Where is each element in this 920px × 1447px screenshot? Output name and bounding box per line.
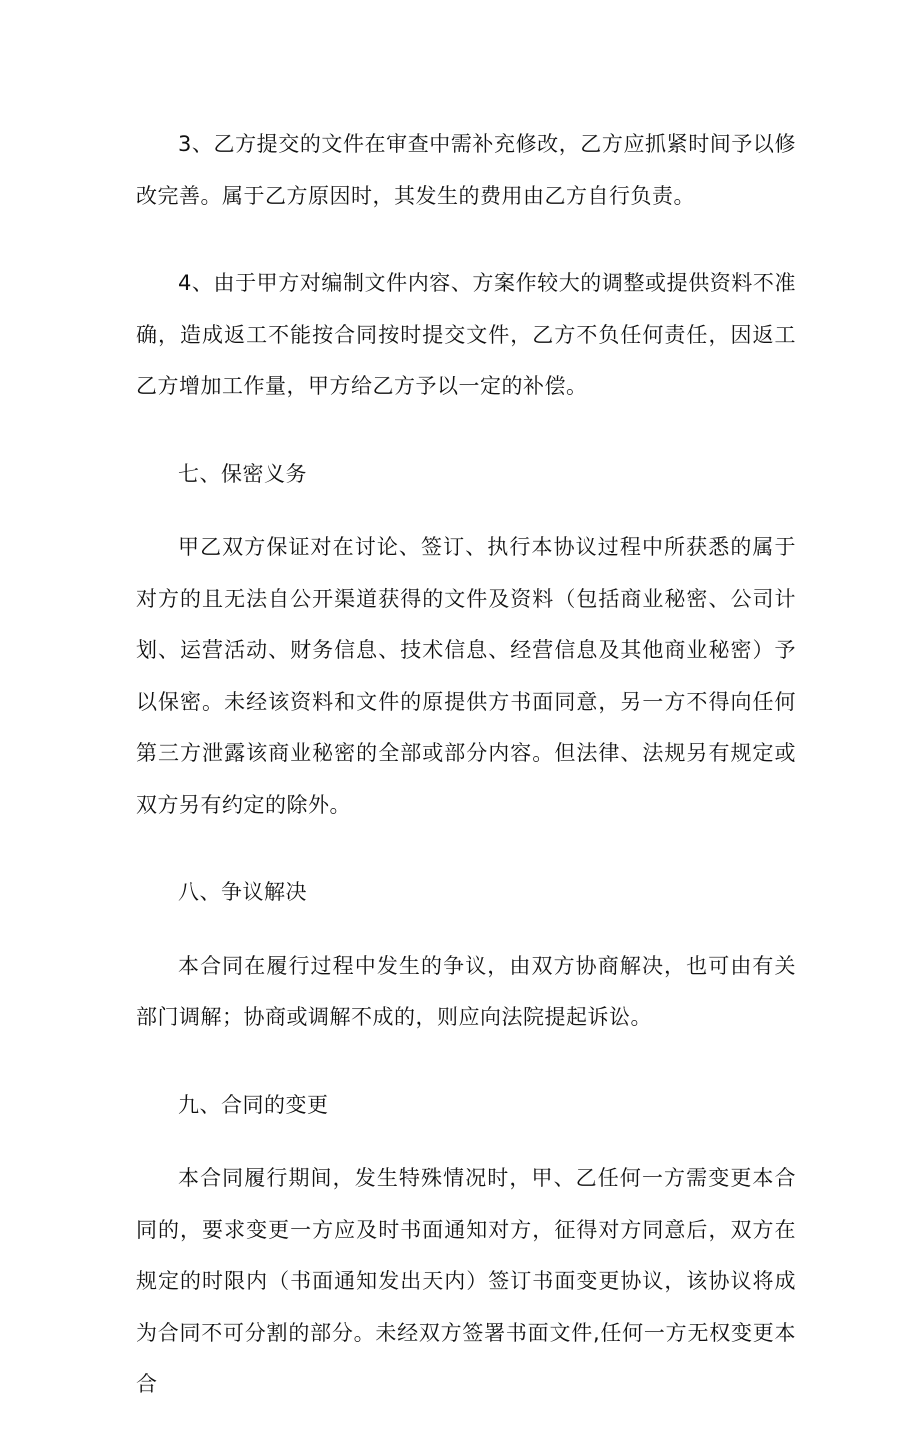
contract-change-paragraph: 本合同履行期间，发生特殊情况时，甲、乙任何一方需变更本合同的，要求变更一方应及时书面通知对方，征得对方同意后，双方在规定的时限内（书面通知发出天内）签订书面变更协议，该协议将成为合同不可分割的部分。未经双方签署书面文件,任何一方无权变更本合 xyxy=(136,1166,796,1396)
clause-4-paragraph: 4、由于甲方对编制文件内容、方案作较大的调整或提供资料不准确，造成返工不能按合同按时提交文件，乙方不负任何责任，因返工乙方增加工作量，甲方给乙方予以一定的补偿。 xyxy=(136,271,796,398)
section-heading-contract-change: 九、合同的变更 xyxy=(178,1092,329,1117)
section-heading-confidentiality: 七、保密义务 xyxy=(178,461,307,486)
document-body xyxy=(136,119,796,1447)
confidentiality-paragraph: 甲乙双方保证对在讨论、签订、执行本协议过程中所获悉的属于对方的且无法自公开渠道获得的文件及资料（包括商业秘密、公司计划、运营活动、财务信息、技术信息、经营信息及其他商业秘密）予以保密。未经该资料和文件的原提供方书面同意，另一方不得向任何第三方泄露该商业秘密的全部或部分内容。但法律、法规另有规定或双方另有约定的除外。 xyxy=(136,535,796,817)
dispute-resolution-paragraph: 本合同在履行过程中发生的争议，由双方协商解决，也可由有关部门调解；协商或调解不成的，则应向法院提起诉讼。 xyxy=(136,953,796,1029)
clause-3-paragraph: 3、乙方提交的文件在审查中需补充修改，乙方应抓紧时间予以修改完善。属于乙方原因时，其发生的费用由乙方自行负责。 xyxy=(136,132,796,208)
section-heading-dispute-resolution: 八、争议解决 xyxy=(178,880,307,904)
